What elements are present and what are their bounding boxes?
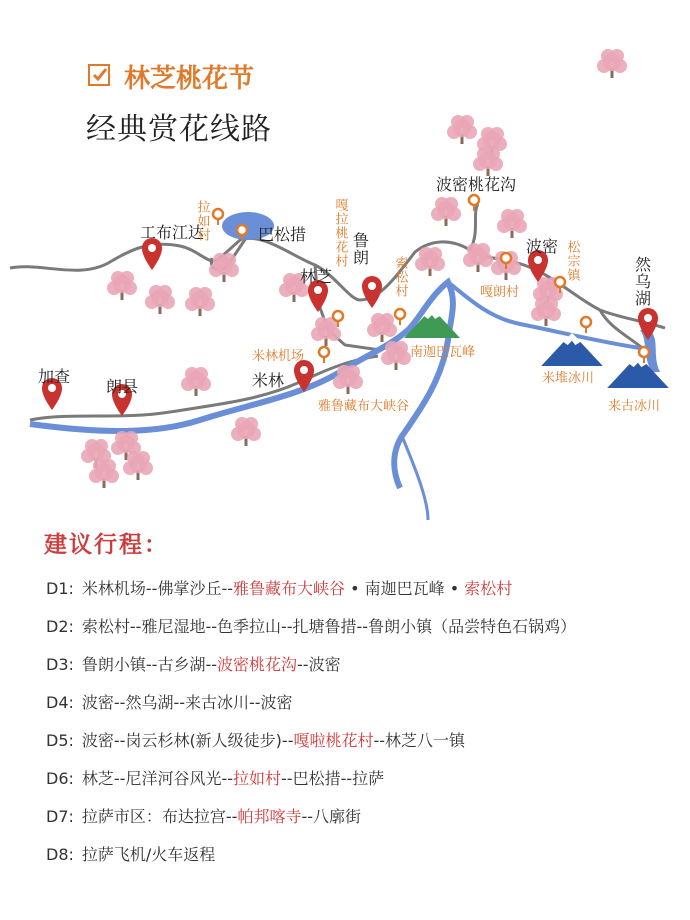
route-text: --波密 [297,655,341,674]
itinerary-day-row [46,842,215,865]
place-label: 鲁朗 [350,232,370,266]
day-label: D2: [46,617,74,636]
itinerary-day-row [46,576,512,599]
route-text: 米林机场--佛掌沙丘-- [81,579,233,598]
blossom-tree-icon [431,197,461,226]
itinerary-day-row [46,614,576,637]
blossom-tree-icon [447,115,477,144]
blossom-tree-icon [497,209,527,238]
location-marker-icon [213,209,223,225]
day-label: D4: [46,693,74,712]
blossom-tree-icon [107,271,137,300]
blossom-tree-icon [367,313,397,342]
route-text: 波密--岗云杉林(新人级徒步)-- [81,731,294,750]
itinerary-day-row [46,652,341,675]
place-label: 拉如村 [194,200,210,242]
route-text: --八廓街 [301,807,362,826]
route-text: 拉萨飞机/火车返程 [81,845,216,864]
day-label: D7: [46,807,74,826]
place-label: 南迦巴瓦峰 [410,345,476,360]
place-label: 米林 [252,371,285,390]
location-marker-icon [319,347,329,363]
blossom-tree-icon [181,367,211,396]
place-label: 工布江达 [140,223,205,242]
place-label: 松宗镇 [564,240,580,282]
location-marker-icon [581,317,591,333]
blossom-tree-icon [231,417,261,446]
blossom-tree-icon [415,247,445,276]
place-label: 朗县 [106,377,139,396]
location-marker-icon [395,309,405,325]
place-label: 米堆冰川 [542,371,595,386]
highlight-spot: 帕邦喀寺 [237,807,302,826]
place-label: 林芝 [300,267,333,286]
highlight-spot: 雅鲁藏布大峡谷 [233,579,346,598]
itinerary-day-row [46,728,465,751]
route-text: • 南迦巴瓦峰 • [345,579,465,598]
place-label: 嘎朗村 [480,285,520,300]
day-label: D6: [46,769,74,788]
place-label: 雅鲁藏布大峡谷 [318,399,410,414]
map-pin-icon [142,238,162,270]
blossom-tree-icon [473,147,503,176]
blossom-tree-icon [185,287,215,316]
route-text: --巴松措--拉萨 [281,769,385,788]
place-label: 加查 [38,367,71,386]
highlight-spot: 波密桃花沟 [217,655,298,674]
highlight-spot: 索松村 [464,579,513,598]
festival-title: 林芝桃花节 [124,64,255,94]
place-label: 米林机场 [252,349,305,364]
place-label: 波密 [526,237,559,256]
blossom-tree-icon [531,297,561,326]
place-label: 索松村 [392,256,408,298]
route-text: 索松村--雅尼湿地--色季拉山--扎塘鲁措--鲁朗小镇（品尝特色石锅鸡） [81,617,577,636]
blossom-tree-icon [209,253,239,282]
place-label: 来古冰川 [608,399,661,414]
river-south [402,436,428,520]
route-text: 鲁朗小镇--古乡湖-- [81,655,217,674]
place-label: 嘎拉桃花村 [332,198,348,268]
itinerary-heading: 建议行程： [44,532,169,558]
blossom-tree-icon [333,365,363,394]
blossom-tree-icon [145,285,175,314]
map-pin-icon [362,276,382,308]
highlight-spot: 嘎啦桃花村 [293,731,374,750]
highlight-spot: 拉如村 [233,769,282,788]
place-label: 波密桃花沟 [436,175,517,194]
map-pin-icon [638,308,658,340]
place-label: 巴松措 [258,225,307,244]
place-label: 然乌湖 [632,256,652,307]
route-text: 林芝--尼洋河谷风光-- [81,769,233,788]
route-text: 拉萨市区：布达拉宫-- [81,807,238,826]
blossom-tree-icon [597,49,627,78]
route-text: --林芝八一镇 [373,731,466,750]
blossom-tree-icon [89,459,119,488]
route-subtitle: 经典赏花线路 [86,112,272,147]
itinerary-day-row [46,766,384,789]
day-label: D3: [46,655,74,674]
day-label: D8: [46,845,74,864]
itinerary-day-row [46,690,293,713]
route-text: 波密--然乌湖--来古冰川--波密 [81,693,293,712]
day-label: D1: [46,579,74,598]
day-label: D5: [46,731,74,750]
itinerary-day-row [46,804,361,827]
